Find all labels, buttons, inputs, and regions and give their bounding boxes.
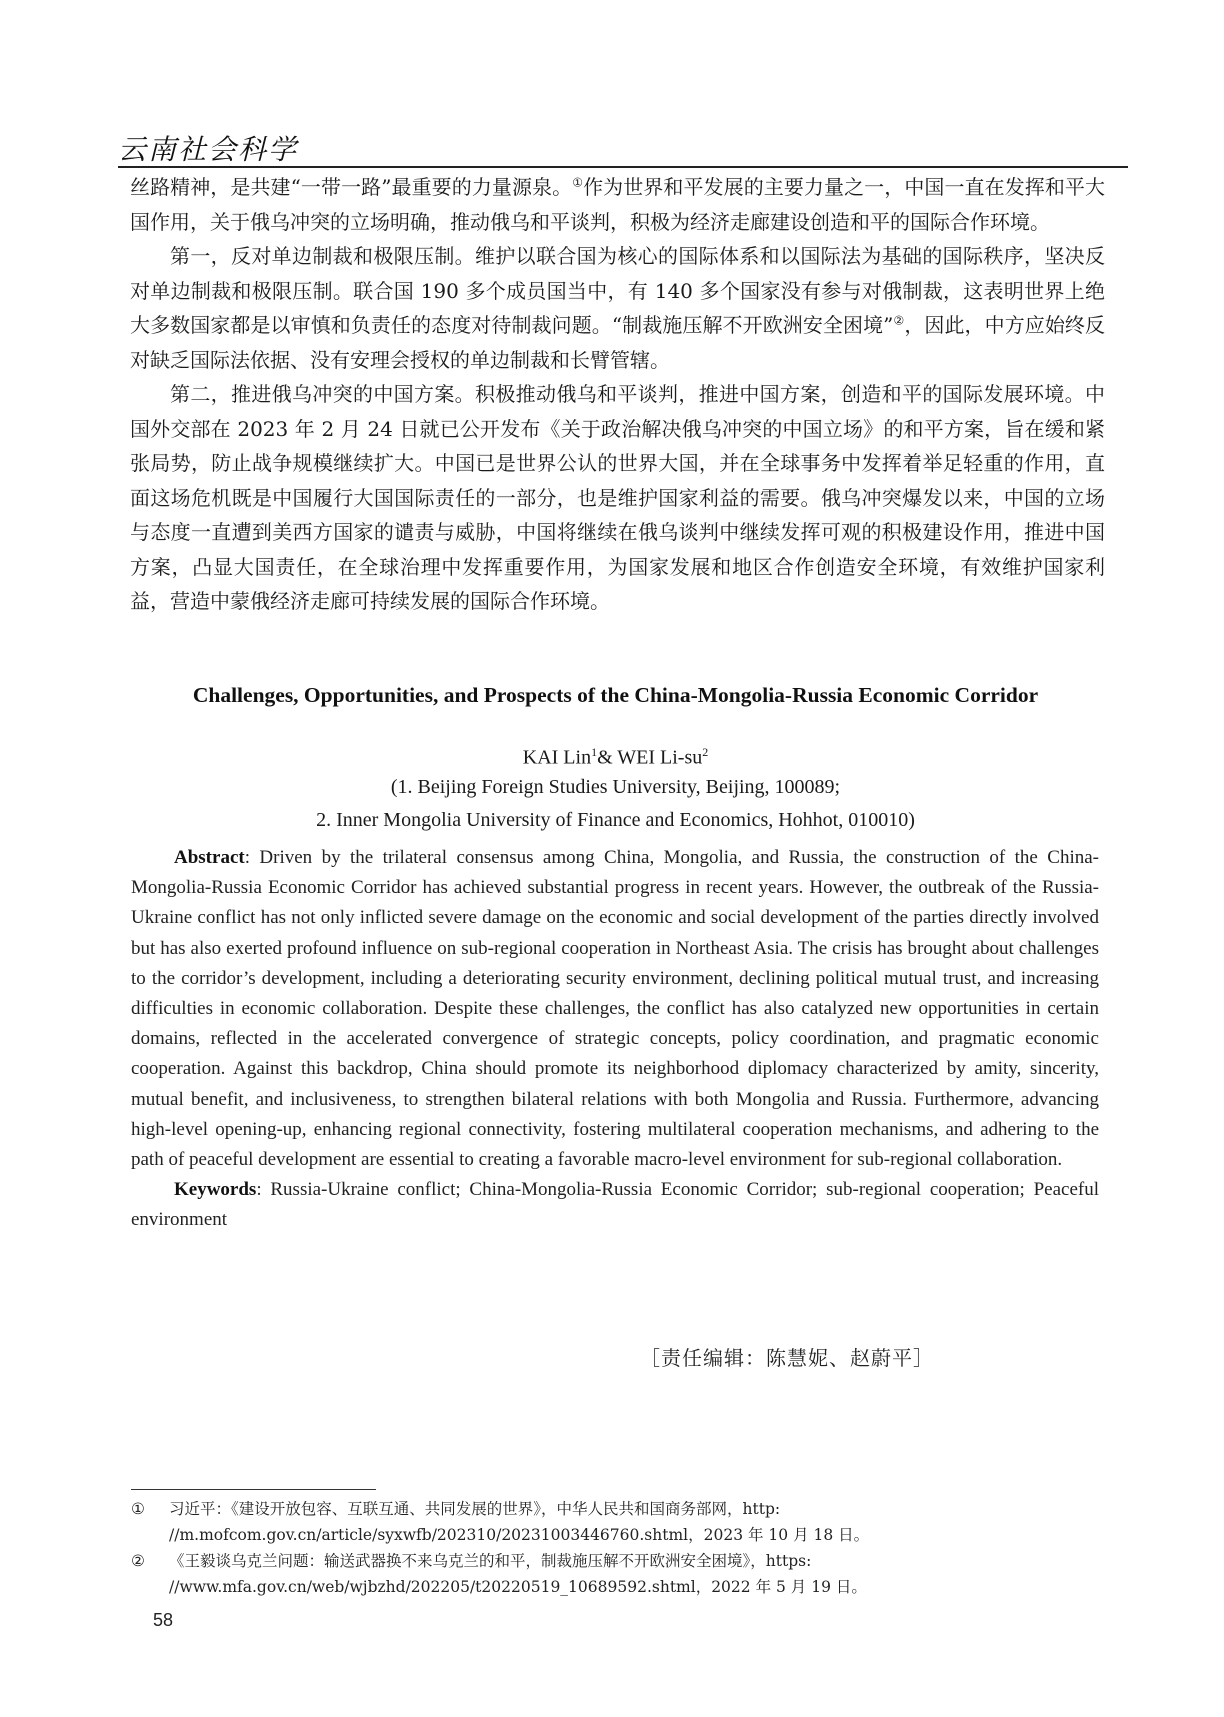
paragraph-2: 第一，反对单边制裁和极限压制。维护以联合国为核心的国际体系和以国际法为基础的国际秩序，坚决反对单边制裁和极限压制。联合国 190 多个成员国当中，有 140 多个国家没有参与对俄制裁，这表明世界上绝大多数国家都是以审慎和负责任的态度对待制裁问题。“制裁施压解不开欧洲安全困境”②，因此，中方应始终反对缺乏国际法依据、没有安理会授权的单边制裁和长臂管辖。 (130, 244, 1106, 372)
footnote-ref-2[interactable]: ② (893, 313, 905, 328)
keywords-label: Keywords (174, 1179, 257, 1201)
footnotes (131, 1496, 1106, 1600)
footnote-1: ① 习近平：《建设开放包容、互联互通、共同发展的世界》，中华人民共和国商务部网，http: //m.mofcom.gov.cn/article/syxwfb/202310/20231003446760.shtml，2023 年 10 月 18 日。 (131, 1500, 870, 1544)
journal-logo: 云南社会科学 (118, 133, 299, 166)
paragraph-1: 丝路精神，是共建“一带一路”最重要的力量源泉。①作为世界和平发展的主要力量之一，中国一直在发挥和平大国作用，关于俄乌冲突的立场明确，推动俄乌和平谈判，积极为经济走廊建设创造和平的国际合作环境。 (130, 175, 1106, 234)
footnote-rule (131, 1489, 376, 1490)
keywords-paragraph: Keywords: Russia-Ukraine conflict; China-Mongolia-Russia Economic Corridor; sub-regional cooperation; Peaceful environment (131, 1179, 1099, 1231)
english-authors: KAI Lin$^1$& WEI $Li-su^2$ (522, 745, 709, 769)
english-abstract (131, 843, 1099, 1236)
header-rule (118, 166, 1128, 168)
abstract-label: Abstract (174, 847, 245, 868)
affiliation-1: (1. Beijing Foreign Studies University, Beijing, 100089; (390, 776, 841, 798)
page-number: 58 (153, 1610, 174, 1630)
affiliation-2: 2. Inner Mongolia University of Finance and Economics, Hohhot, 010010) (316, 809, 915, 831)
responsible-editor: ［责任编辑：陈慧妮、赵蔚平］ (640, 1346, 934, 1370)
chinese-body (130, 170, 1105, 619)
abstract-paragraph: Abstract: Driven by the trilateral consensus among China, Mongolia, and Russia, the construction of the China-Mongolia-Russia Economic Corridor has achieved substantial progress in recent years. However, the outbreak of the Russia-Ukraine conflict has not only inflicted severe damage on the economic and social development of the parties directly involved but has also exerted profound influence on sub-regional cooperation in Northeast Asia. The crisis has brought about challenges to the corridor’s development, including a deteriorating security environment, declining political mutual trust, and increasing difficulties in economic collaboration. Despite these challenges, the conflict has also catalyzed new opportunities in certain domains, reflected in the accelerated convergence of strategic concepts, policy coordination, and pragmatic economic cooperation. Against this backdrop, China should promote its neighborhood diplomacy characterized by amity, sincerity, mutual benefit, and inclusiveness, to strengthen bilateral relations with both Mongolia and Russia. Furthermore, advancing high-level opening-up, enhancing regional connectivity, fostering multilateral cooperation mechanisms, and adhering to the path of peaceful development are essential to creating a favorable macro-level environment for sub-regional collaboration. (131, 847, 1099, 1171)
footnote-2: ② 《王毅谈乌克兰问题：输送武器换不来乌克兰的和平，制裁施压解不开欧洲安全困境》，https: //www.mfa.gov.cn/web/wjbzhd/202205/t20220519_10689592.shtml，2022 年 5 月 19 日。 (131, 1552, 867, 1596)
paragraph-3: 第二，推进俄乌冲突的中国方案。积极推动俄乌和平谈判，推进中国方案，创造和平的国际发展环境。中国外交部在 2023 年 2 月 24 日就已公开发布《关于政治解决俄乌冲突的中国立场》的和平方案，旨在缓和紧张局势，防止战争规模继续扩大。中国已是世界公认的世界大国，并在全球事务中发挥着举足轻重的作用，直面这场危机既是中国履行大国国际责任的一部分，也是维护国家利益的需要。俄乌冲突爆发以来，中国的立场与态度一直遭到美西方国家的谴责与威胁，中国将继续在俄乌谈判中继续发挥可观的积极建设作用，推进中国方案，凸显大国责任，在全球治理中发挥重要作用，为国家发展和地区合作创造安全环境，有效维护国家利益，营造中蒙俄经济走廊可持续发展的国际合作环境。 (130, 382, 1105, 613)
footnote-ref-1[interactable]: ① (572, 175, 584, 190)
english-title: Challenges, Opportunities, and Prospects of the China-Mongolia-Russia Economic Corridor (192, 683, 1039, 707)
